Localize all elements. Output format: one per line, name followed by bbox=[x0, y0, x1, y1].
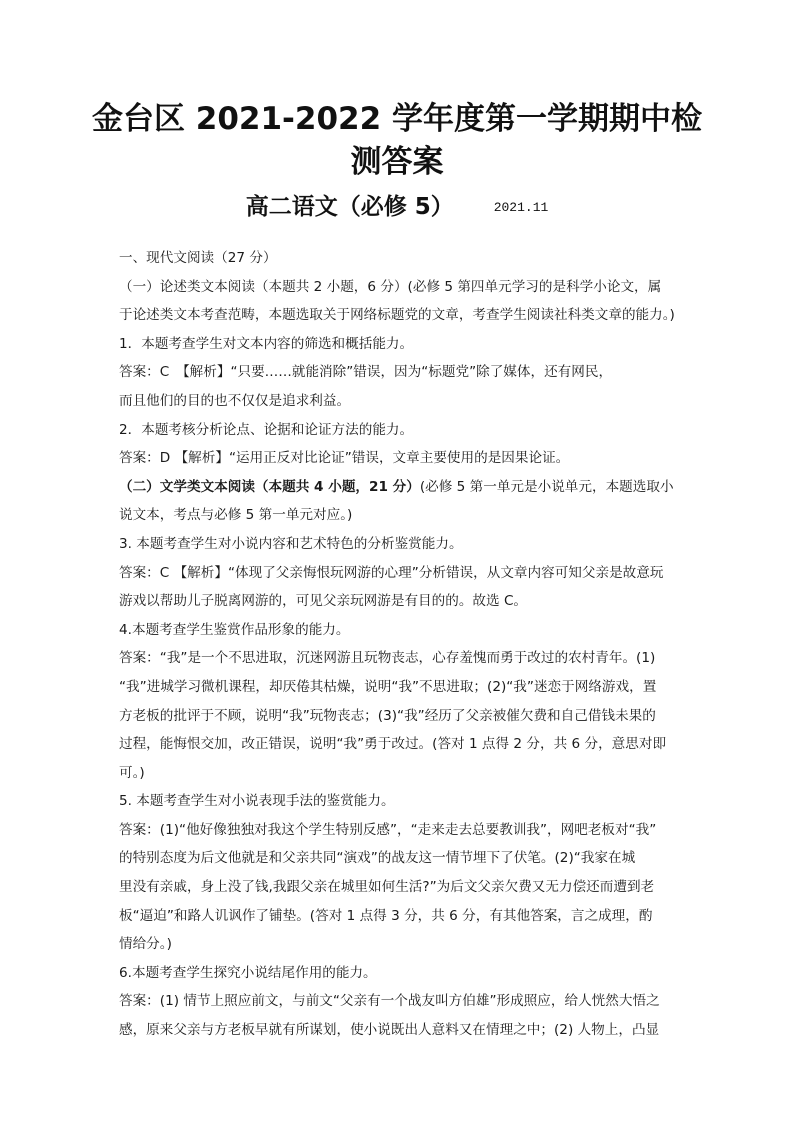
subtitle-row bbox=[0, 188, 794, 221]
text-line: 方老板的批评于不顾，说明“我”玩物丧志；(3)“我”经历了父亲被催欠费和自己借钱未果的 bbox=[119, 707, 656, 724]
answer-line: 答案：D 【解析】“运用正反对比论证”错误，文章主要使用的是因果论证。 bbox=[119, 450, 570, 467]
text-line: 情给分。) bbox=[119, 936, 172, 953]
text-line: 里没有亲戚，身上没了钱,我跟父亲在城里如何生活?”为后文父亲欠费又无力偿还而遭到老 bbox=[119, 879, 655, 896]
subsection-heading: （二）文学类文本阅读（本题共 4 小题，21 分） bbox=[119, 478, 420, 495]
question-line: 1．本题考查学生对文本内容的筛选和概括能力。 bbox=[119, 335, 414, 352]
text-line: 说文本，考点与必修 5 第一单元对应。) bbox=[119, 507, 353, 524]
question-line: 2．本题考核分析论点、论据和论证方法的能力。 bbox=[119, 421, 414, 438]
text-line: 可。) bbox=[119, 764, 145, 781]
document-body bbox=[119, 244, 679, 1045]
subsection-note: (必修 5 第一单元是小说单元，本题选取小 bbox=[419, 478, 674, 495]
text-line: 而且他们的目的也不仅仅是追求利益。 bbox=[119, 392, 351, 409]
text-line: 板“逼迫”和路人讥讽作了铺垫。(答对 1 点得 3 分，共 6 分，有其他答案，言之成理，酌 bbox=[119, 907, 653, 924]
text-line: 于论述类文本考查范畴，本题选取关于网络标题党的文章，考查学生阅读社科类文章的能力。) bbox=[119, 307, 675, 324]
question-line: 6.本题考查学生探究小说结尾作用的能力。 bbox=[119, 964, 377, 981]
text-line: 游戏以帮助儿子脱离网游的，可见父亲玩网游是有目的的。故选 C。 bbox=[119, 593, 528, 610]
subsection-heading-line bbox=[119, 473, 679, 502]
answer-line: 答案：C 【解析】“体现了父亲悔恨玩网游的心理”分析错误，从文章内容可知父亲是故意玩 bbox=[119, 564, 664, 581]
question-line: 3. 本题考查学生对小说内容和艺术特色的分析鉴赏能力。 bbox=[119, 535, 463, 552]
document-title-line1: 金台区 2021-2022 学年度第一学期期中检 bbox=[91, 101, 702, 137]
section-heading: 一、现代文阅读（27 分） bbox=[119, 250, 277, 266]
answer-line: 答案：(1)“他好像独独对我这个学生特别反感”，“走来走去总要教训我”，网吧老板对“我” bbox=[119, 821, 657, 838]
document-title-line2: 测答案 bbox=[350, 144, 444, 180]
document-subtitle: 高二语文（必修 5） bbox=[245, 194, 454, 220]
text-line: 的特别态度为后文他就是和父亲共同“演戏”的战友这一情节埋下了伏笔。(2)“我家在城 bbox=[119, 850, 636, 867]
question-line: 4.本题考查学生鉴赏作品形象的能力。 bbox=[119, 621, 350, 638]
answer-line: 答案：C 【解析】“只要……就能消除”错误，因为“标题党”除了媒体，还有网民， bbox=[119, 364, 613, 381]
text-line: “我”进城学习微机课程，却厌倦其枯燥，说明“我”不思进取；(2)“我”迷恋于网络游戏，置 bbox=[119, 678, 657, 695]
text-line: 过程，能悔恨交加，改正错误，说明“我”勇于改过。(答对 1 点得 2 分，共 6 分，意思对即 bbox=[119, 736, 667, 753]
answer-line: 答案：“我”是一个不思进取，沉迷网游且玩物丧志，心存羞愧而勇于改过的农村青年。(1) bbox=[119, 650, 656, 667]
text-line: （一）论述类文本阅读（本题共 2 小题，6 分）(必修 5 第四单元学习的是科学小论文，属 bbox=[119, 278, 662, 295]
text-line: 感，原来父亲与方老板早就有所谋划，使小说既出人意料又在情理之中；(2) 人物上，凸显 bbox=[119, 1022, 660, 1039]
question-line: 5. 本题考查学生对小说表现手法的鉴赏能力。 bbox=[119, 793, 395, 810]
document-date: 2021.11 bbox=[493, 200, 549, 215]
answer-line: 答案：(1) 情节上照应前文，与前文“父亲有一个战友叫方伯雄”形成照应，给人恍然大悟之 bbox=[119, 993, 660, 1010]
